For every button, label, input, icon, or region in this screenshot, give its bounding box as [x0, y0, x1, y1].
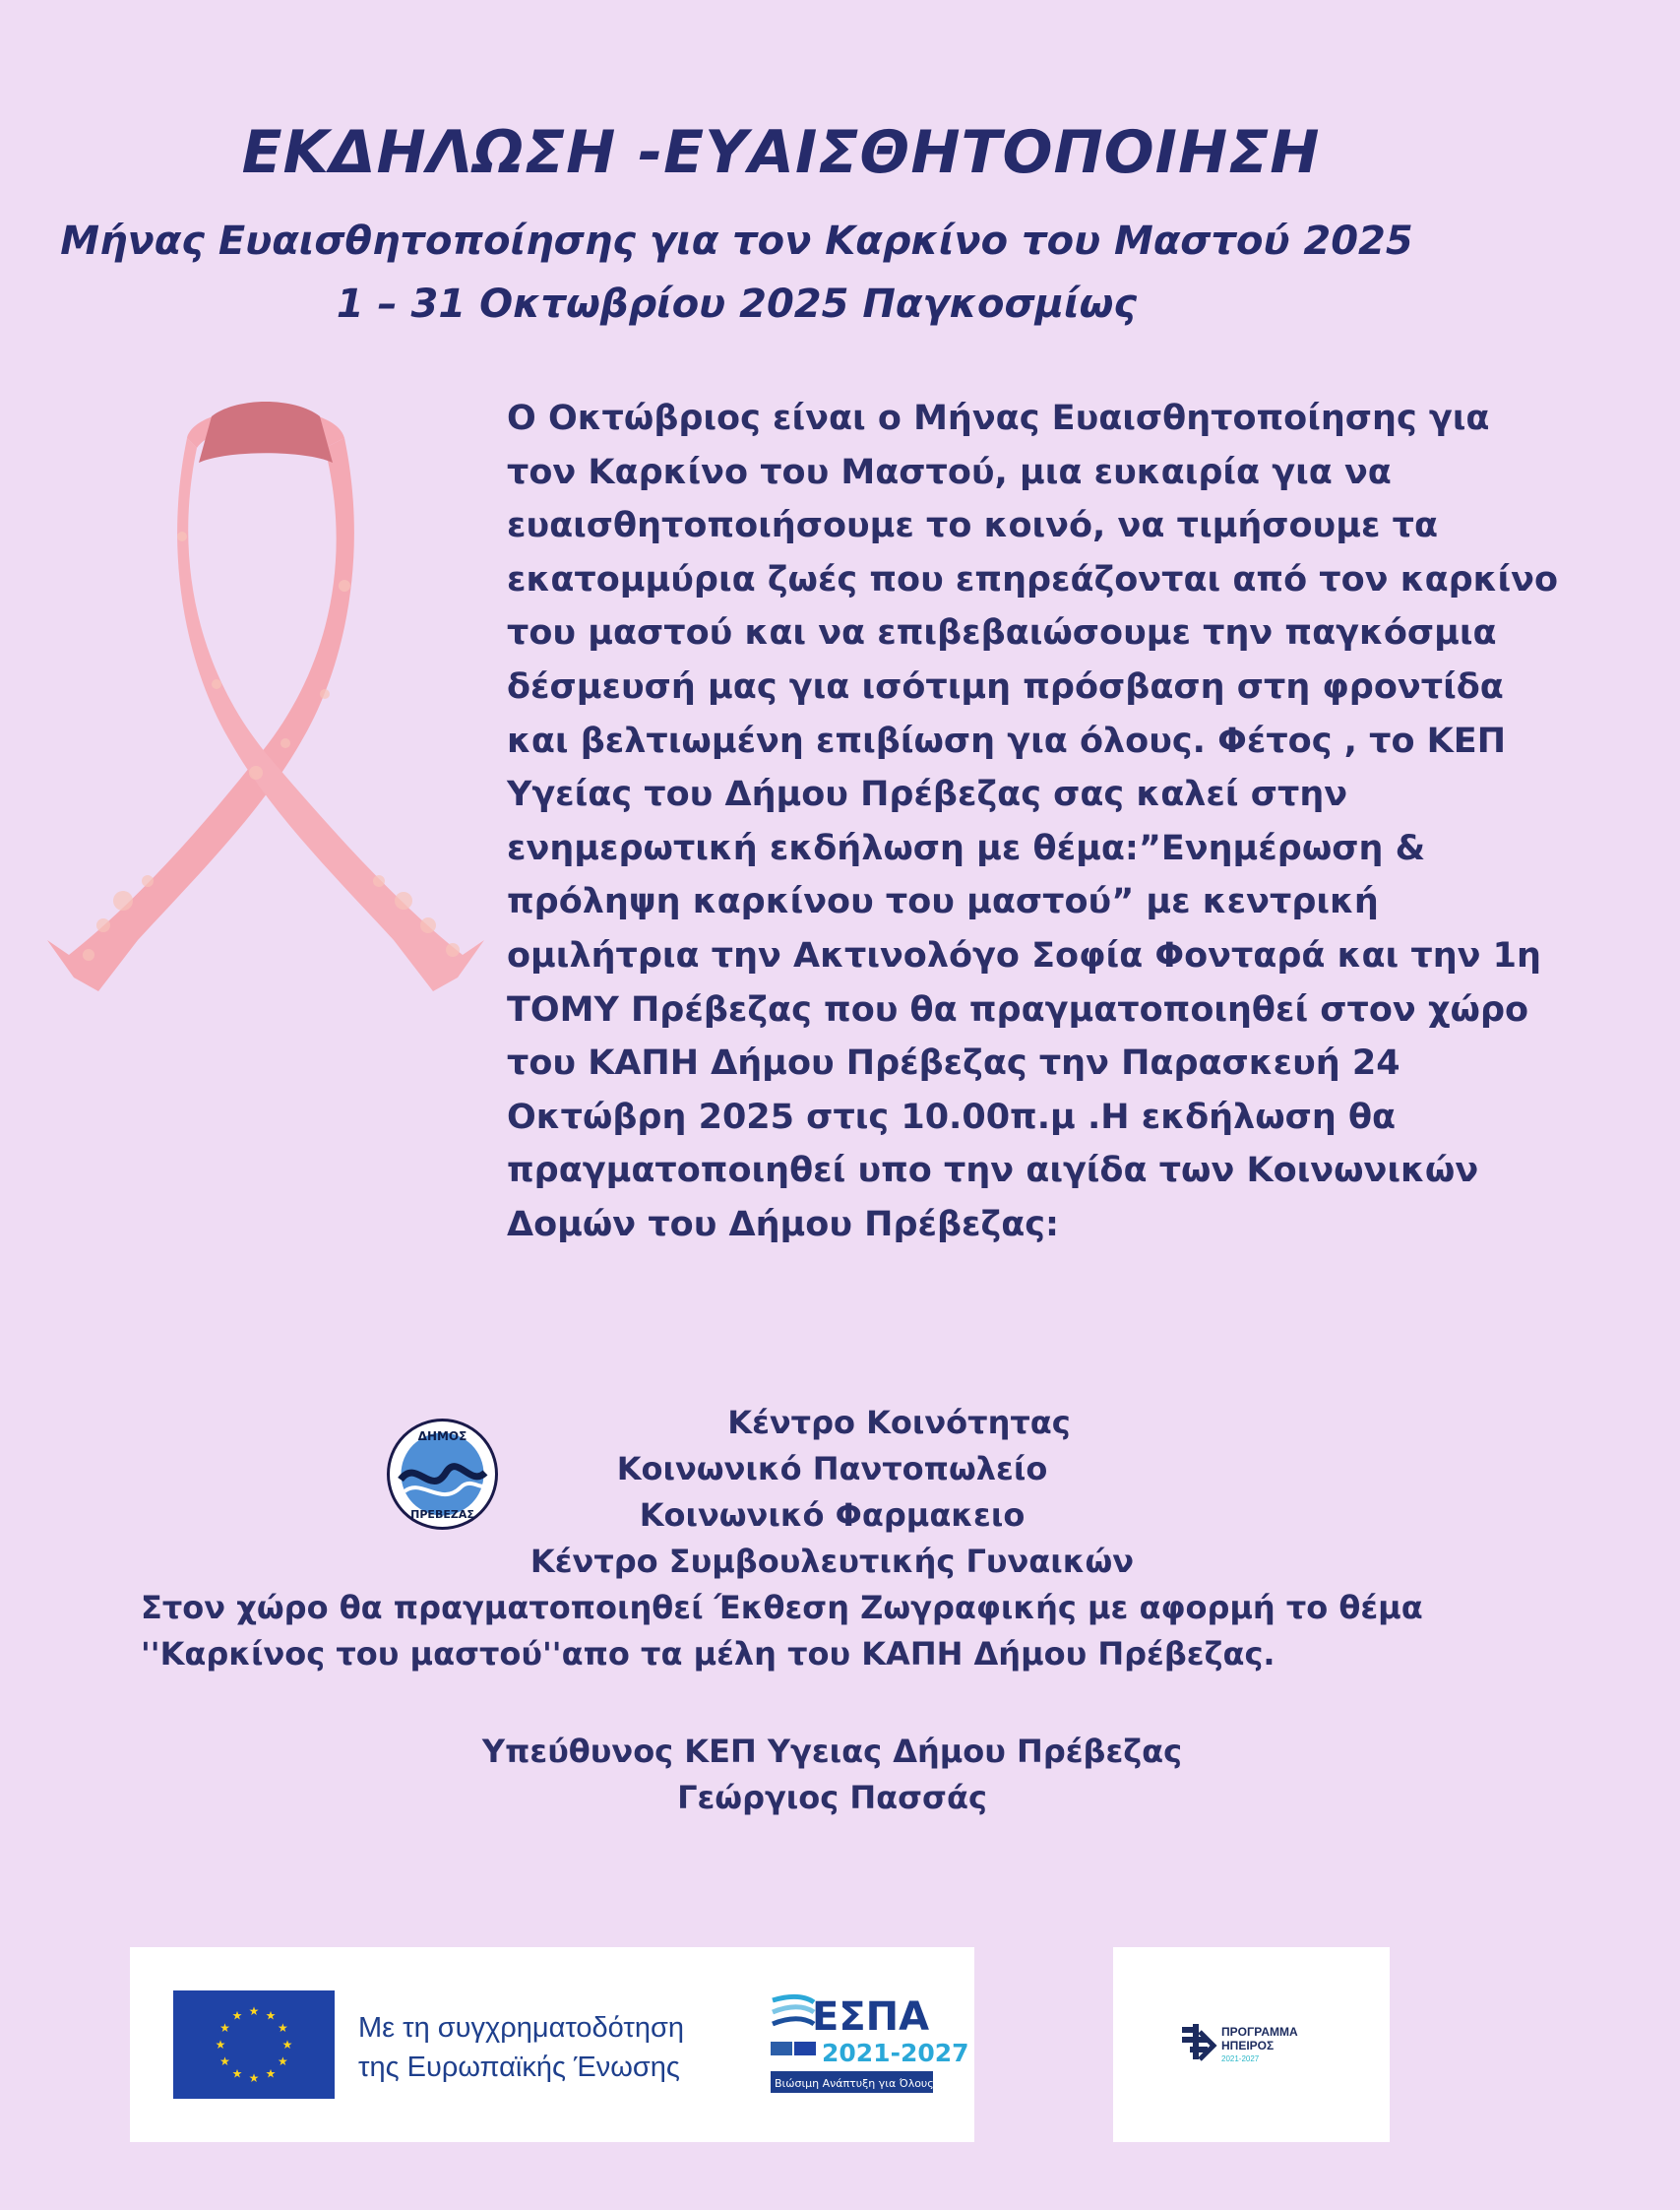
structure-item: Κοινωνικό Παντοπωλείο: [616, 1450, 1048, 1487]
eu-funding-text: [358, 2008, 684, 2087]
program-years: 2021-2027: [1221, 2054, 1260, 2063]
description-line: δέσμευσή μας για ισότιμη πρόσβαση στη φροντίδα: [507, 666, 1504, 707]
description-line: ΤΟΜΥ Πρέβεζας που θα πραγματοποιηθεί στον χώρο: [507, 989, 1529, 1030]
signature-name: Γεώργιος Πασσάς: [677, 1779, 987, 1816]
event-description: [507, 392, 1559, 1252]
eu-star-icon: ★: [231, 2066, 243, 2081]
eu-star-icon: ★: [215, 2038, 226, 2052]
eu-star-icon: ★: [278, 2021, 288, 2035]
description-line: Υγείας του Δήμου Πρέβεζας σας καλεί στην: [507, 775, 1348, 815]
description-line: του μαστού και να επιβεβαιώσουμε την παγκόσμια: [507, 613, 1497, 654]
description-line: πραγματοποιηθεί υπο την αιγίδα των Κοινωνικών: [507, 1151, 1479, 1191]
eu-text-line: Με τη συγχρηματοδότηση: [358, 2012, 685, 2044]
description-line: ενημερωτική εκδήλωση με θέμα:”Ενημέρωση &: [507, 828, 1426, 868]
description-line: ευαισθητοποιήσουμε το κοινό, να τιμήσουμε τα: [507, 506, 1438, 546]
program-line2: ΗΠΕΙΡΟΣ: [1221, 2039, 1275, 2052]
logo-text-top: ΔΗΜΟΣ: [417, 1429, 467, 1443]
description-line: Ο Οκτώβριος είναι ο Μήνας Ευαισθητοποίησης για: [507, 399, 1490, 438]
signature-role: Υπεύθυνος ΚΕΠ Υγειας Δήμου Πρέβεζας: [481, 1733, 1183, 1770]
eu-star-icon: ★: [281, 2038, 293, 2052]
event-dates: 1 – 31 Οκτωβρίου 2025 Παγκοσμίως: [336, 282, 1138, 327]
eu-flag-icon: [173, 1990, 335, 2099]
eu-funding-banner: [130, 1947, 974, 2142]
description-line: ομιλήτρια την Ακτινολόγο Σοφία Φονταρά και την 1η: [507, 935, 1541, 976]
eu-star-icon: ★: [278, 2054, 288, 2068]
description-line: εκατομμύρια ζωές που επηρεάζονται από τον καρκίνο: [507, 559, 1559, 600]
structure-item: Κέντρο Συμβουλευτικής Γυναικών: [529, 1543, 1135, 1580]
espa-title: ΕΣΠΑ: [812, 1994, 930, 2040]
espa-years: 2021-2027: [822, 2039, 969, 2067]
description-line: Δομών του Δήμου Πρέβεζας:: [507, 1204, 1059, 1244]
eu-star-icon: ★: [219, 2054, 230, 2068]
eu-star-icon: ★: [265, 2008, 277, 2023]
logo-text-bottom: ΠΡΕΒΕΖΑΣ: [410, 1508, 474, 1521]
page-subtitle: Μήνας Ευαισθητοποίησης για τον Καρκίνο του Μαστού 2025: [60, 219, 1413, 264]
pink-ribbon-icon: [30, 389, 502, 989]
description-line: πρόληψη καρκίνου του μαστού” με κεντρική: [507, 882, 1379, 922]
description-line: του ΚΑΠΗ Δήμου Πρέβεζας την Παρασκευή 24: [507, 1043, 1400, 1084]
exhibition-line: ''Καρκίνος του μαστού''απο τα μέλη του ΚΑΠΗ Δήμου Πρέβεζας.: [141, 1635, 1276, 1673]
eu-star-icon: ★: [231, 2008, 243, 2023]
espa-logo: [765, 1990, 969, 2101]
description-line: και βελτιωμένη επιβίωση για όλους. Φέτος , το ΚΕΠ: [507, 721, 1506, 761]
page-title: ΕΚΔΗΛΩΣΗ -ΕΥΑΙΣΘΗΤΟΠΟΙΗΣΗ: [241, 118, 1321, 187]
eu-text-line: της Ευρωπαϊκής Ένωσης: [358, 2052, 680, 2083]
structure-item: Κέντρο Κοινότητας: [727, 1404, 1071, 1441]
eu-star-icon: ★: [248, 2071, 260, 2085]
exhibition-line: Στον χώρο θα πραγματοποιηθεί Έκθεση Ζωγραφικής με αφορμή το θέμα: [141, 1589, 1423, 1626]
description-line: Οκτώβρη 2025 στις 10.00π.μ .Η εκδήλωση θα: [507, 1097, 1397, 1137]
program-banner: [1113, 1947, 1390, 2142]
eu-star-icon: ★: [219, 2021, 230, 2035]
structure-item: Κοινωνικό Φαρμακειο: [639, 1496, 1026, 1534]
program-line1: ΠΡΟΓΡΑΜΜΑ: [1221, 2025, 1298, 2039]
description-line: τον Καρκίνο του Μαστού, μια ευκαιρία για να: [507, 452, 1392, 492]
eu-star-icon: ★: [248, 2004, 260, 2018]
eu-star-icon: ★: [265, 2066, 277, 2081]
program-ipeiros-logo: [1178, 2014, 1326, 2073]
espa-tagline: Βιώσιμη Ανάπτυξη για Όλους: [775, 2077, 934, 2090]
